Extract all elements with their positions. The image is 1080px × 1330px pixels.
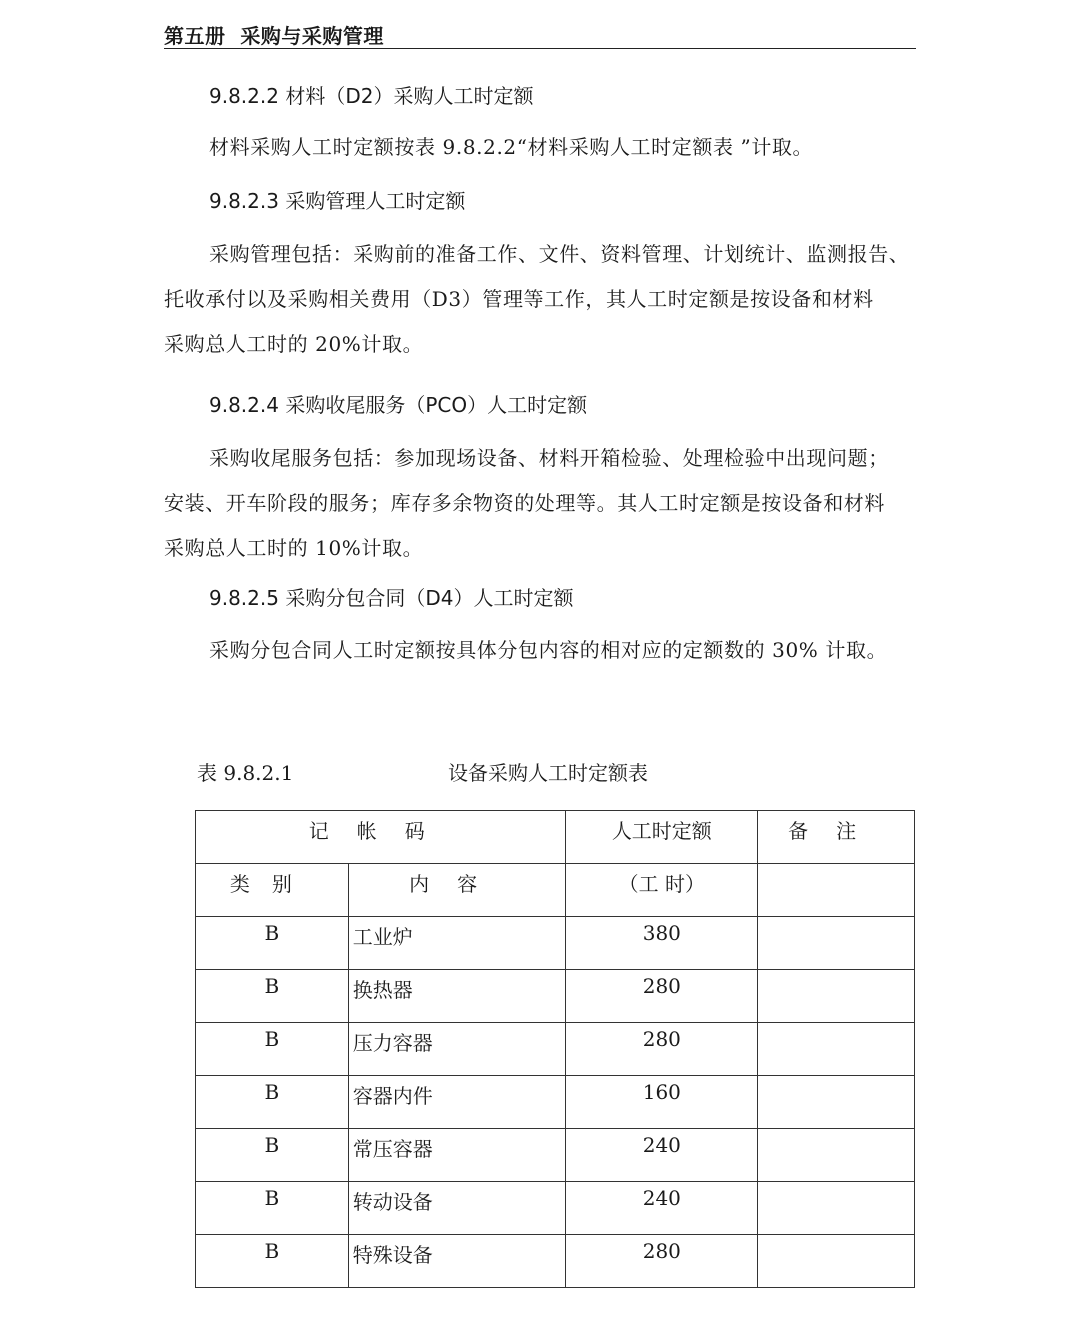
header-content: 内容 xyxy=(348,864,566,917)
content-cell: 容器内件 xyxy=(348,1076,566,1129)
category-cell: B xyxy=(196,917,349,970)
header-category: 类别 xyxy=(196,864,349,917)
paragraph-line: 采购总人工时的 20%计取。 xyxy=(164,332,424,356)
remark-cell xyxy=(758,1076,915,1129)
table-row xyxy=(196,1235,915,1288)
paragraph-line: 采购管理包括：采购前的准备工作、文件、资料管理、计划统计、监测报告、 xyxy=(209,242,910,266)
table-number: 表 9.8.2.1 xyxy=(197,761,294,785)
category-cell: B xyxy=(196,1235,349,1288)
category-cell: B xyxy=(196,1129,349,1182)
header-unit: （工 时） xyxy=(566,864,758,917)
hours-cell: 160 xyxy=(566,1076,758,1129)
equipment-quota-table xyxy=(195,810,915,1288)
hours-cell: 380 xyxy=(566,917,758,970)
hours-cell: 240 xyxy=(566,1182,758,1235)
header-remark: 备注 xyxy=(758,811,915,864)
hours-cell: 280 xyxy=(566,1023,758,1076)
header-quota: 人工时定额 xyxy=(566,811,758,864)
paragraph-line: 采购总人工时的 10%计取。 xyxy=(164,536,424,560)
remark-cell xyxy=(758,917,915,970)
remark-cell xyxy=(758,1235,915,1288)
content-cell: 常压容器 xyxy=(348,1129,566,1182)
section-heading-9-8-2-5: 9.8.2.5 采购分包合同（D4）人工时定额 xyxy=(209,586,574,610)
remark-cell xyxy=(758,970,915,1023)
category-cell: B xyxy=(196,1182,349,1235)
content-cell: 压力容器 xyxy=(348,1023,566,1076)
category-cell: B xyxy=(196,1076,349,1129)
remark-cell xyxy=(758,1129,915,1182)
paragraph-line: 采购分包合同人工时定额按具体分包内容的相对应的定额数的 30% 计取。 xyxy=(209,638,888,662)
category-cell: B xyxy=(196,1023,349,1076)
paragraph-line: 采购收尾服务包括：参加现场设备、材料开箱检验、处理检验中出现问题； xyxy=(209,446,889,470)
content-cell: 工业炉 xyxy=(348,917,566,970)
table-row xyxy=(196,970,915,1023)
content-cell: 转动设备 xyxy=(348,1182,566,1235)
header-empty-cell xyxy=(758,864,915,917)
remark-cell xyxy=(758,1182,915,1235)
table-title: 设备采购人工时定额表 xyxy=(448,761,648,785)
paragraph-line: 托收承付以及采购相关费用（D3）管理等工作，其人工时定额是按设备和材料 xyxy=(164,287,874,311)
hours-cell: 280 xyxy=(566,970,758,1023)
table-row xyxy=(196,1076,915,1129)
hours-cell: 280 xyxy=(566,1235,758,1288)
paragraph-line: 材料采购人工时定额按表 9.8.2.2“材料采购人工时定额表 ”计取。 xyxy=(209,135,814,159)
paragraph-line: 安装、开车阶段的服务；库存多余物资的处理等。其人工时定额是按设备和材料 xyxy=(164,491,885,515)
content-cell: 特殊设备 xyxy=(348,1235,566,1288)
section-heading-9-8-2-4: 9.8.2.4 采购收尾服务（PCO）人工时定额 xyxy=(209,393,588,417)
hours-cell: 240 xyxy=(566,1129,758,1182)
table-row xyxy=(196,1182,915,1235)
table-row xyxy=(196,1129,915,1182)
table-header-row xyxy=(196,811,915,864)
header-title: 第五册 采购与采购管理 xyxy=(164,24,384,48)
table-row xyxy=(196,1023,915,1076)
section-heading-9-8-2-2: 9.8.2.2 材料（D2）采购人工时定额 xyxy=(209,84,534,108)
category-cell: B xyxy=(196,970,349,1023)
section-heading-9-8-2-3: 9.8.2.3 采购管理人工时定额 xyxy=(209,189,466,213)
table-row xyxy=(196,917,915,970)
page-header xyxy=(164,18,916,49)
table-subheader-row xyxy=(196,864,915,917)
remark-cell xyxy=(758,1023,915,1076)
header-account-code: 记帐码 xyxy=(196,811,566,864)
content-cell: 换热器 xyxy=(348,970,566,1023)
